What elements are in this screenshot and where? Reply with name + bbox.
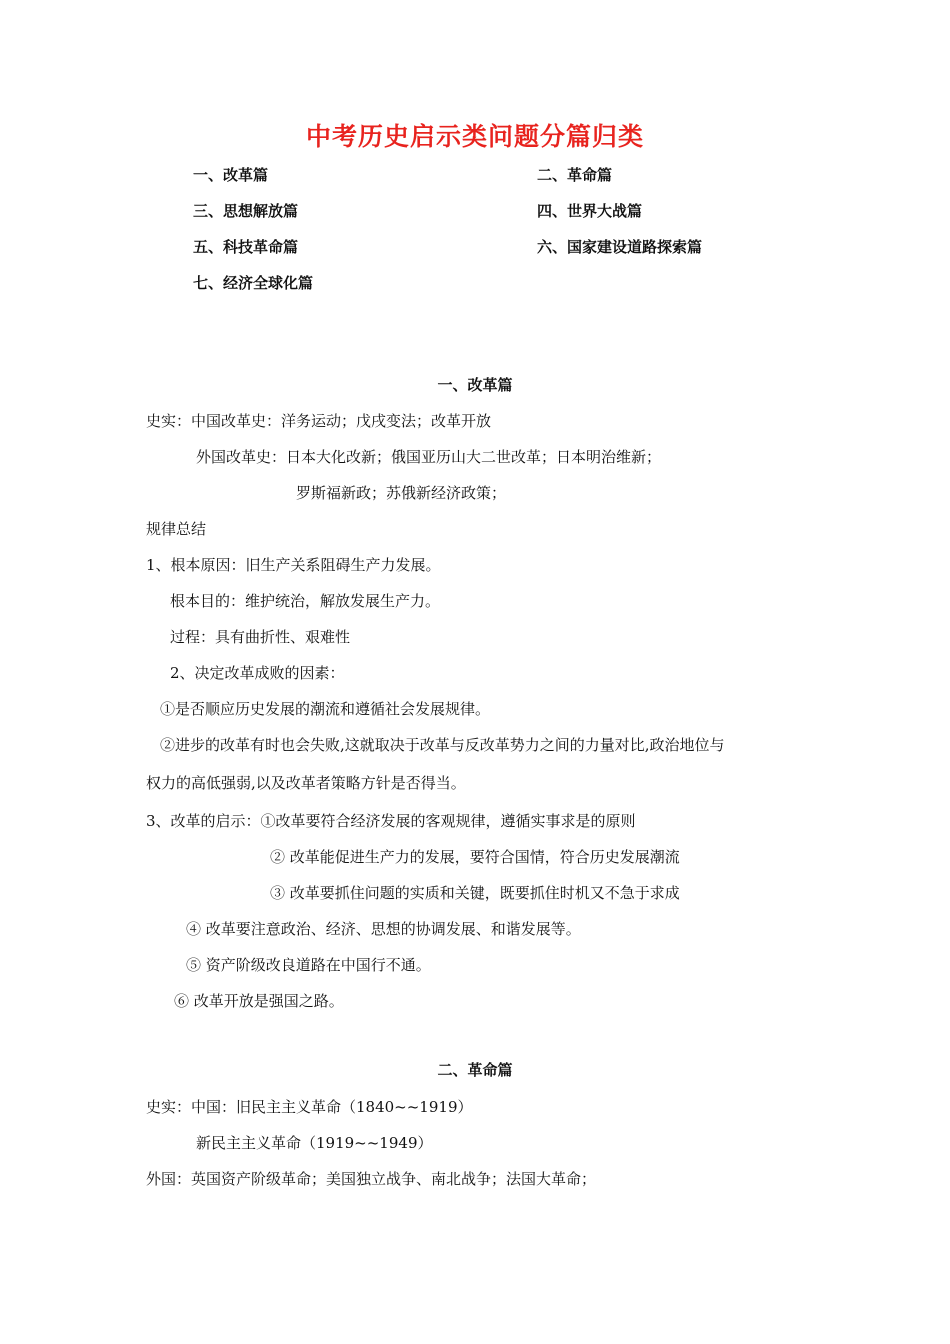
document-title: 中考历史启示类问题分篇归类 xyxy=(305,122,644,151)
toc-item-revolution: 二、革命篇 xyxy=(537,166,613,184)
reform-factor-2b: 权力的高低强弱,以及改革者策略方针是否得当。 xyxy=(146,774,466,792)
reform-lessons-2: ② 改革能促进生产力的发展，要符合国情，符合历史发展潮流 xyxy=(270,848,680,866)
reform-factor-2a: ②进步的改革有时也会失败,这就取决于改革与反改革势力之间的力量对比,政治地位与 xyxy=(160,736,725,754)
reform-facts-china: 史实：中国改革史：洋务运动；戊戌变法；改革开放 xyxy=(146,412,492,430)
reform-lessons-1: 3、改革的启示：①改革要符合经济发展的客观规律，遵循实事求是的原则 xyxy=(146,812,636,830)
section-heading-revolution: 二、革命篇 xyxy=(437,1061,513,1079)
reform-lessons-6: ⑥ 改革开放是强国之路。 xyxy=(174,992,344,1010)
reform-facts-foreign-2: 罗斯福新政；苏俄新经济政策； xyxy=(296,484,507,502)
toc-item-tech-revolution: 五、科技革命篇 xyxy=(193,238,299,256)
toc-item-globalization: 七、经济全球化篇 xyxy=(193,274,314,292)
reform-process: 过程：具有曲折性、艰难性 xyxy=(170,628,351,646)
reform-lessons-4: ④ 改革要注意政治、经济、思想的协调发展、和谐发展等。 xyxy=(186,920,581,938)
toc-item-world-wars: 四、世界大战篇 xyxy=(537,202,643,220)
section-heading-reform: 一、改革篇 xyxy=(437,376,513,394)
toc-item-reform: 一、改革篇 xyxy=(193,166,269,184)
reform-summary-label: 规律总结 xyxy=(146,520,207,538)
toc-item-thought-liberation: 三、思想解放篇 xyxy=(193,202,299,220)
revolution-facts-china-2: 新民主主义革命（1919~~1949） xyxy=(196,1134,433,1152)
reform-factors-label: 2、决定改革成败的因素： xyxy=(170,664,345,682)
reform-factor-1: ①是否顺应历史发展的潮流和遵循社会发展规律。 xyxy=(160,700,491,718)
revolution-facts-foreign: 外国：英国资产阶级革命；美国独立战争、南北战争；法国大革命； xyxy=(146,1170,597,1188)
reform-root-cause: 1、根本原因：旧生产关系阻碍生产力发展。 xyxy=(146,556,441,574)
reform-root-purpose: 根本目的：维护统治，解放发展生产力。 xyxy=(170,592,441,610)
reform-facts-foreign-1: 外国改革史：日本大化改新；俄国亚历山大二世改革；日本明治维新； xyxy=(196,448,662,466)
reform-lessons-3: ③ 改革要抓住问题的实质和关键，既要抓住时机又不急于求成 xyxy=(270,884,680,902)
toc-item-nation-building: 六、国家建设道路探索篇 xyxy=(537,238,703,256)
reform-lessons-5: ⑤ 资产阶级改良道路在中国行不通。 xyxy=(186,956,431,974)
revolution-facts-china-1: 史实：中国：旧民主主义革命（1840~~1919） xyxy=(146,1098,473,1116)
